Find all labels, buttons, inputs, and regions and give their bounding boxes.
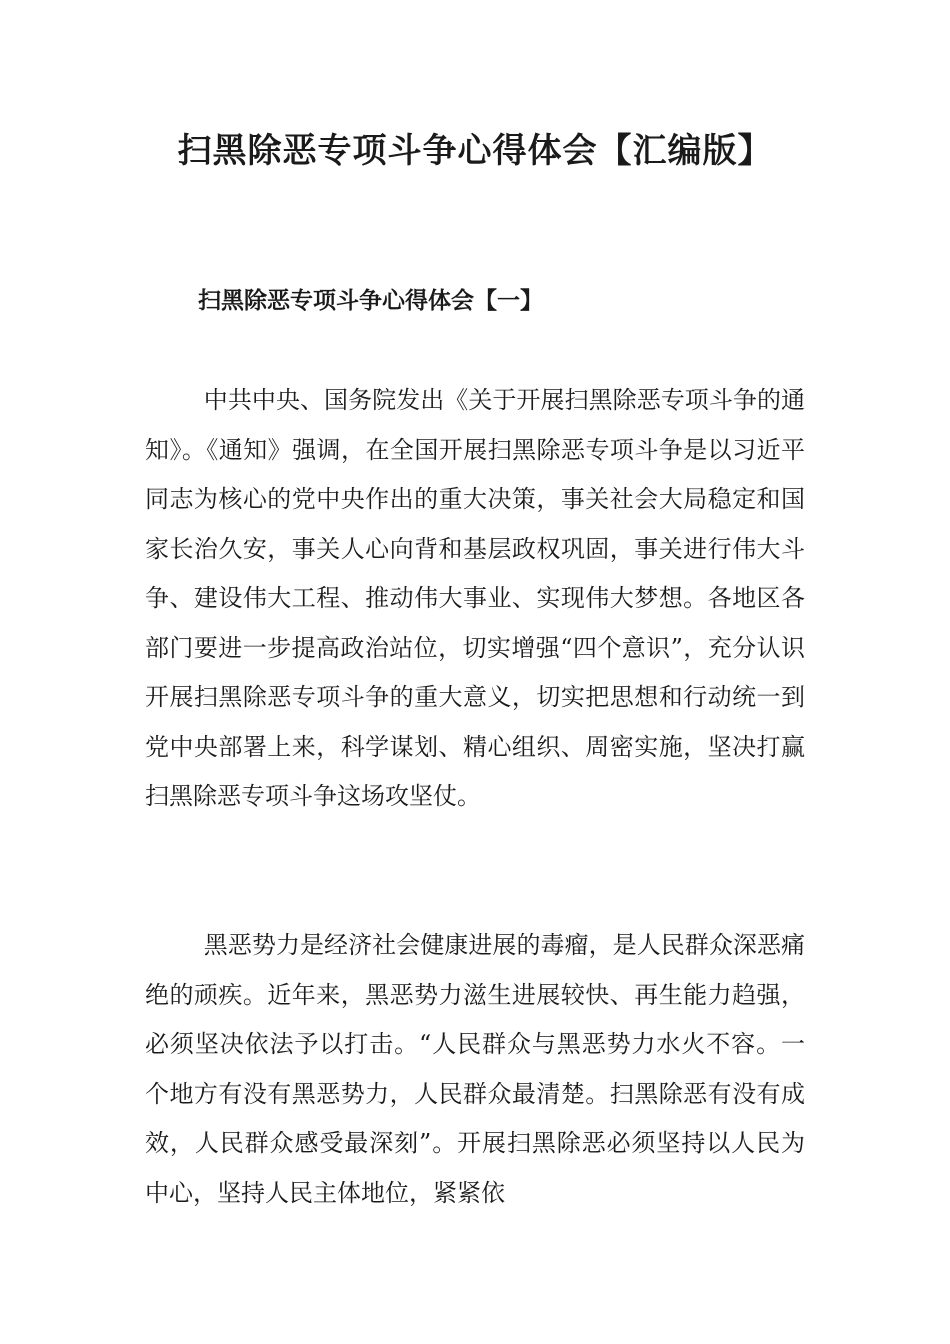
document-title: 扫黑除恶专项斗争心得体会【汇编版】 [177, 131, 773, 171]
section-heading: 扫黑除恶专项斗争心得体会【一】 [198, 287, 543, 314]
paragraph-2: 黑恶势力是经济社会健康进展的毒瘤，是人民群众深恶痛绝的顽疾。近年来，黑恶势力滋生进展较快、再生能力趋强，必须坚决依法予以打击。“人民群众与黑恶势力水火不容。一个地方有没有黑恶势力，人民群众最清楚。扫黑除恶有没有成效，人民群众感受最深刻”。开展扫黑除恶必须坚持以人民为中心，坚持人民主体地位，紧紧依 [145, 931, 805, 1207]
paragraph-1: 中共中央、国务院发出《关于开展扫黑除恶专项斗争的通知》。《通知》强调，在全国开展扫黑除恶专项斗争是以习近平同志为核心的党中央作出的重大决策，事关社会大局稳定和国家长治久安，事关人心向背和基层政权巩固，事关进行伟大斗争、建设伟大工程、推动伟大事业、实现伟大梦想。各地区各部门要进一步提高政治站位，切实增强“四个意识”，充分认识开展扫黑除恶专项斗争的重大意义，切实把思想和行动统一到党中央部署上来，科学谋划、精心组织、周密实施，坚决打赢扫黑除恶专项斗争这场攻坚仗。 [145, 386, 805, 810]
